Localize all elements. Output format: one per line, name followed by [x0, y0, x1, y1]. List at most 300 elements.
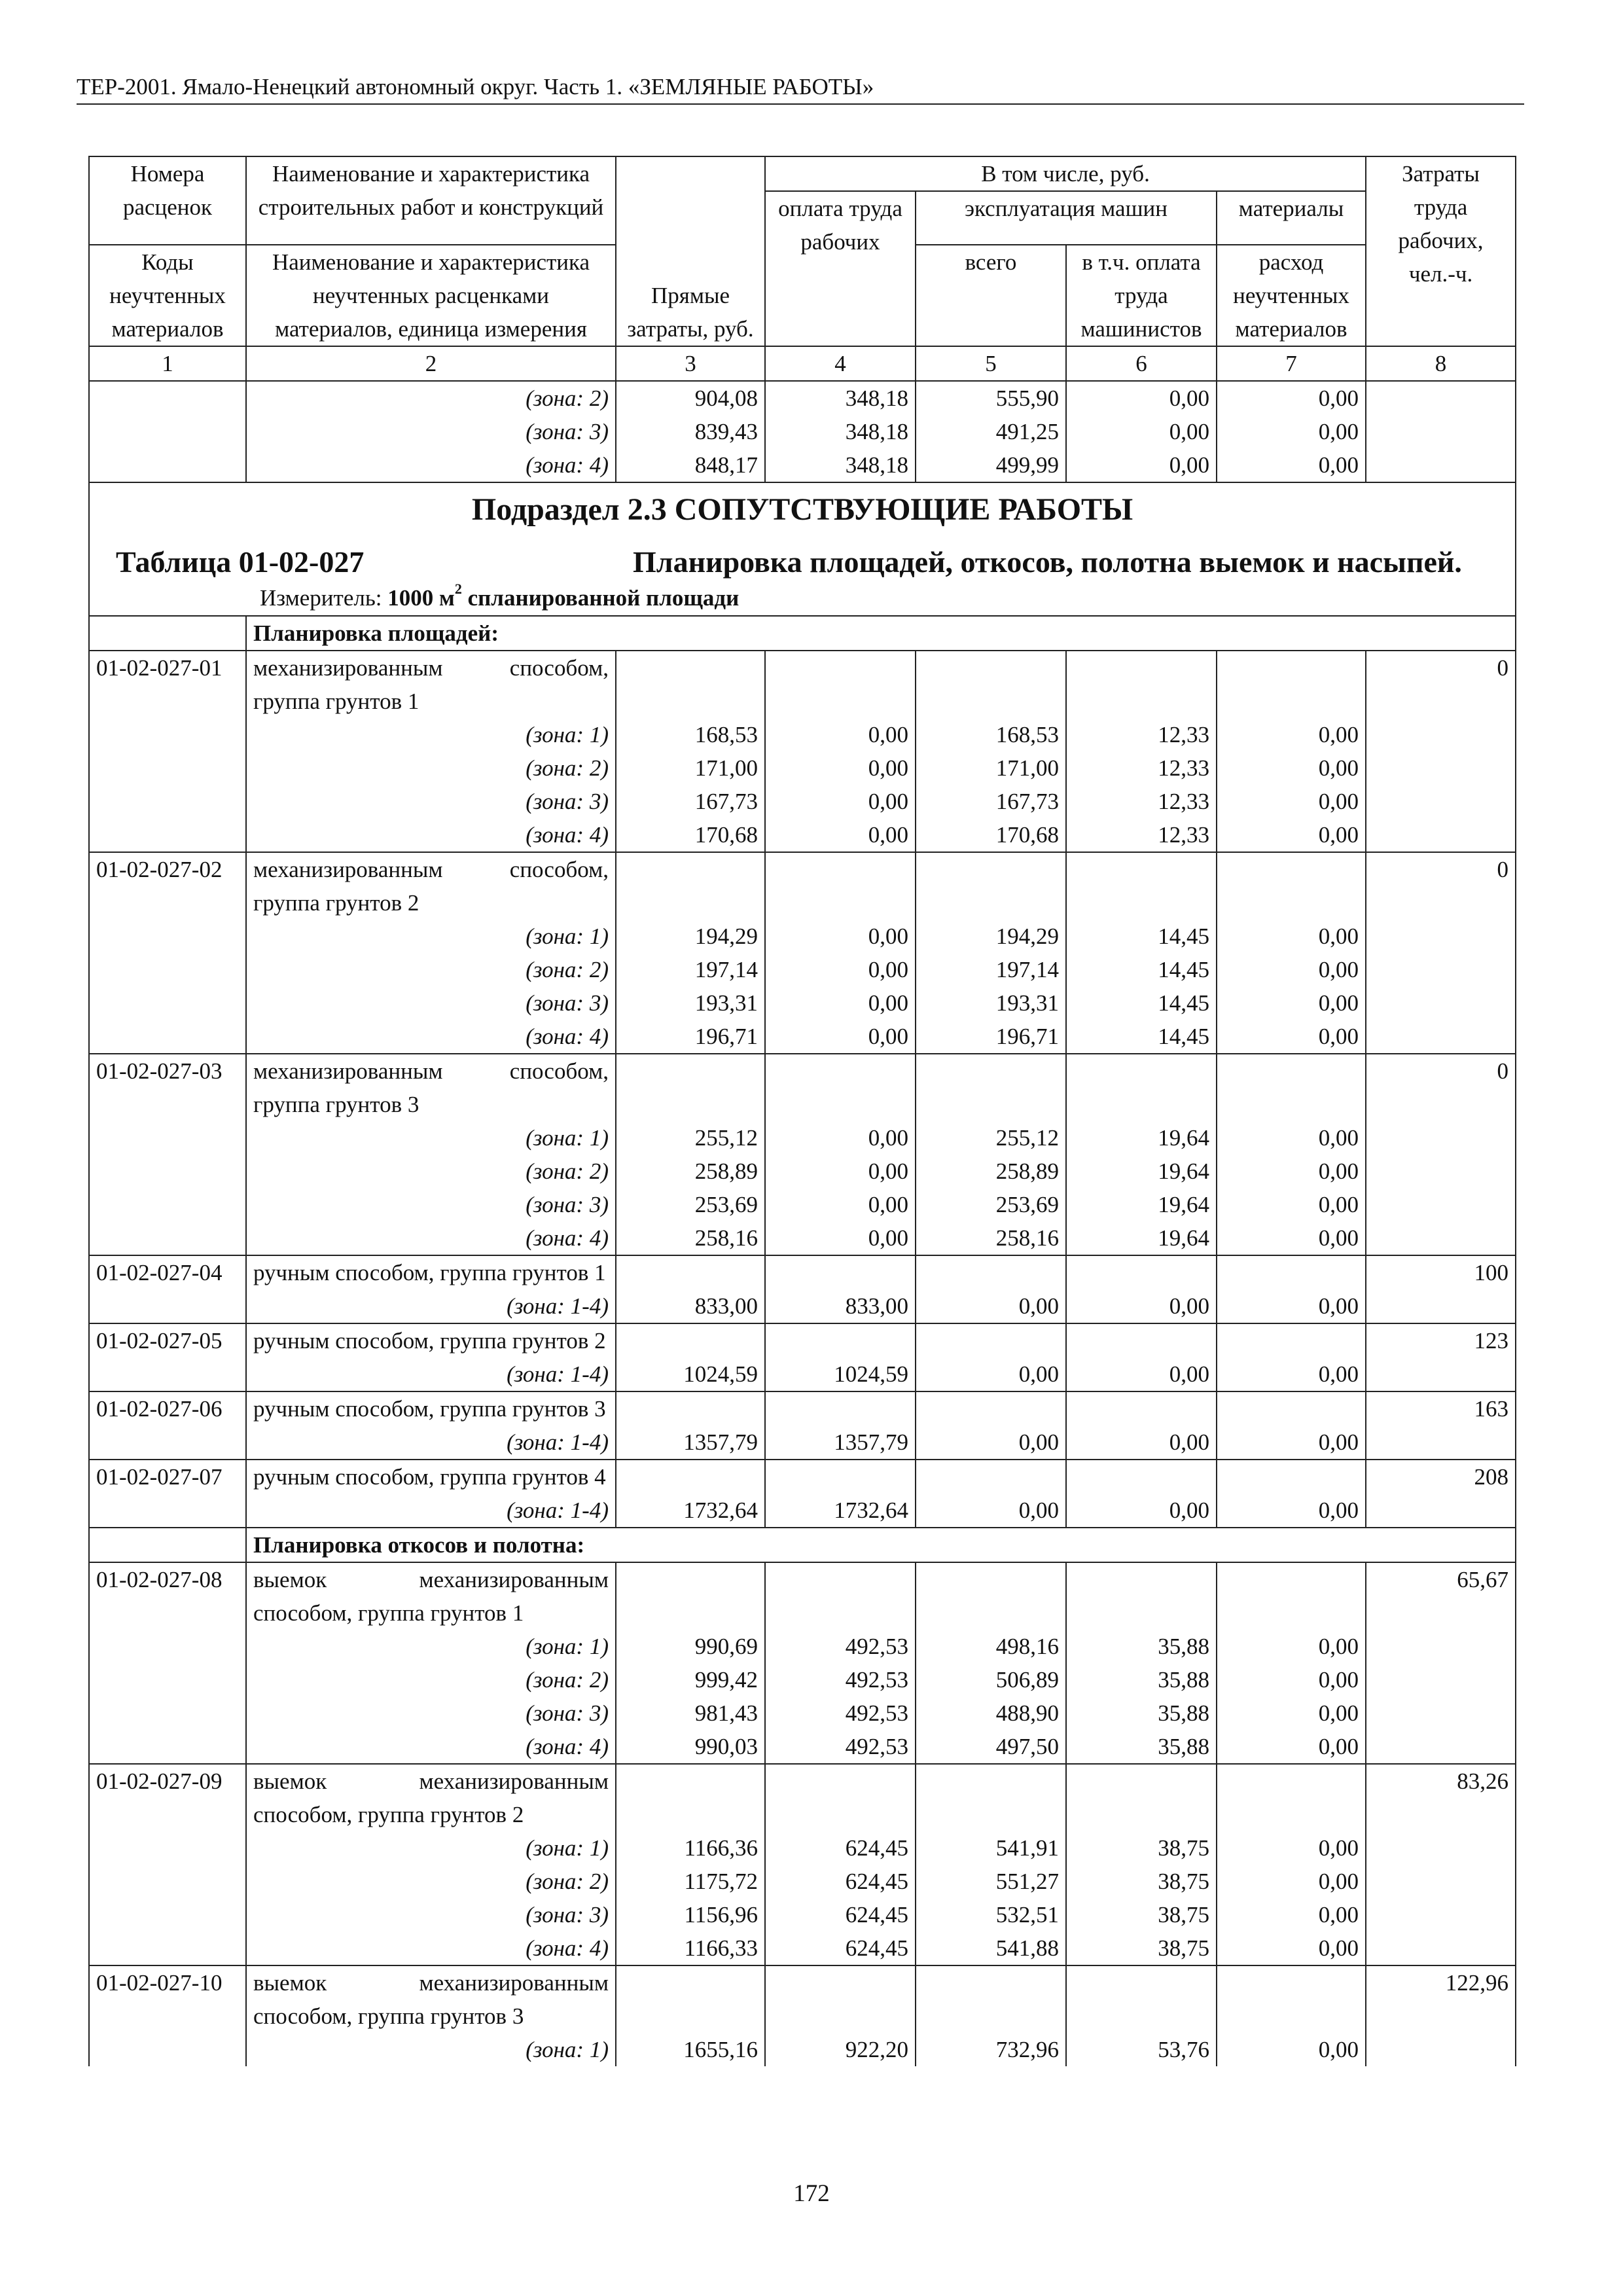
- unit-prefix: Измеритель:: [260, 585, 388, 611]
- code-cell: [89, 920, 246, 953]
- machines-total: 0,00: [916, 1357, 1066, 1391]
- code-cell: [89, 448, 246, 482]
- empty-cell: [916, 1764, 1066, 1831]
- machinists-pay: 0,00: [1066, 381, 1217, 415]
- empty-cell: [616, 1255, 765, 1289]
- direct-cost: 848,17: [616, 448, 765, 482]
- group-title: Планировка площадей:: [246, 616, 1516, 651]
- col6-header: в т.ч. оплата труда машинистов: [1066, 245, 1217, 346]
- code-cell: [89, 1696, 246, 1730]
- materials-cost: 0,00: [1217, 1357, 1366, 1391]
- labor-hours: [1366, 1188, 1516, 1221]
- zone-row: [89, 1630, 1516, 1663]
- empty-cell: [916, 1391, 1066, 1426]
- zone-label: (зона: 2): [246, 953, 616, 986]
- labor-hours: [1366, 751, 1516, 785]
- empty-cell: [1217, 1255, 1366, 1289]
- group-row: [89, 1528, 1516, 1562]
- unit-value: [387, 581, 740, 611]
- materials-cost: 0,00: [1217, 818, 1366, 852]
- zone-label: (зона: 1): [246, 1121, 616, 1155]
- table-title: Планировка площадей, откосов, полотна выемок и насыпей.: [633, 545, 1462, 579]
- labor-pay: 348,18: [765, 415, 916, 448]
- materials-cost: 0,00: [1217, 415, 1366, 448]
- materials-cost: 0,00: [1217, 381, 1366, 415]
- zone-row: [89, 381, 1516, 415]
- empty-cell: [1066, 1460, 1217, 1494]
- rate-code: 01-02-027-04: [89, 1255, 246, 1289]
- code-cell: [89, 1865, 246, 1898]
- column-number: 7: [1217, 346, 1366, 381]
- machines-total: 732,96: [916, 2033, 1066, 2066]
- code-cell: [89, 1730, 246, 1764]
- zone-row: [89, 2033, 1516, 2066]
- rate-name: ручным способом, группа грунтов 3: [246, 1391, 616, 1426]
- rate-code: 01-02-027-05: [89, 1323, 246, 1357]
- zone-row: [89, 718, 1516, 751]
- direct-cost: 194,29: [616, 920, 765, 953]
- code-cell: [89, 415, 246, 448]
- zone-row: [89, 1494, 1516, 1528]
- rate-name: ручным способом, группа грунтов 1: [246, 1255, 616, 1289]
- empty-cell: [1066, 1965, 1217, 2033]
- labor-hours: [1366, 1426, 1516, 1460]
- col3-header: Прямые затраты, руб.: [616, 156, 765, 346]
- rate-name: механизированным способом, группа грунтов 2: [246, 852, 616, 920]
- empty-cell: [1217, 1054, 1366, 1121]
- item-row: [89, 1255, 1516, 1289]
- zone-row: [89, 1696, 1516, 1730]
- empty-cell: [765, 1255, 916, 1289]
- zone-label: (зона: 3): [246, 785, 616, 818]
- machines-total: 551,27: [916, 1865, 1066, 1898]
- empty-cell: [616, 1562, 765, 1630]
- direct-cost: 1024,59: [616, 1357, 765, 1391]
- labor-hours: [1366, 415, 1516, 448]
- zone-row: [89, 785, 1516, 818]
- empty-cell: [916, 1054, 1066, 1121]
- rate-code: 01-02-027-10: [89, 1965, 246, 2033]
- zone-label: (зона: 2): [246, 1663, 616, 1696]
- zone-row: [89, 818, 1516, 852]
- materials-cost: 0,00: [1217, 1188, 1366, 1221]
- zone-row: [89, 1155, 1516, 1188]
- labor-hours: [1366, 1020, 1516, 1054]
- rate-code: 01-02-027-02: [89, 852, 246, 920]
- direct-cost: 1655,16: [616, 2033, 765, 2066]
- direct-cost: 981,43: [616, 1696, 765, 1730]
- materials-cost: 0,00: [1217, 1696, 1366, 1730]
- labor-hours: 83,26: [1366, 1764, 1516, 1831]
- code-cell: [89, 1528, 246, 1562]
- zone-row: [89, 920, 1516, 953]
- empty-cell: [616, 1323, 765, 1357]
- code-cell: [89, 953, 246, 986]
- direct-cost: 258,16: [616, 1221, 765, 1255]
- rates-table: [88, 156, 1516, 2066]
- empty-cell: [1066, 651, 1217, 718]
- machines-total: 491,25: [916, 415, 1066, 448]
- incl-header: В том числе, руб.: [765, 156, 1366, 191]
- column-number: 5: [916, 346, 1066, 381]
- machinists-pay: 19,64: [1066, 1221, 1217, 1255]
- direct-cost: 253,69: [616, 1188, 765, 1221]
- labor-hours: 100: [1366, 1255, 1516, 1289]
- zone-row: [89, 415, 1516, 448]
- labor-hours: [1366, 785, 1516, 818]
- table-caption: [96, 545, 1508, 580]
- materials-cost: 0,00: [1217, 986, 1366, 1020]
- zone-label: (зона: 4): [246, 1730, 616, 1764]
- labor-pay: 0,00: [765, 1221, 916, 1255]
- empty-cell: [765, 651, 916, 718]
- machinists-pay: 0,00: [1066, 415, 1217, 448]
- code-cell: [89, 1155, 246, 1188]
- machines-header: эксплуатация машин: [916, 191, 1217, 245]
- zone-label: (зона: 4): [246, 1221, 616, 1255]
- machines-total: 0,00: [916, 1289, 1066, 1323]
- col2-bottom-header: Наименование и характеристика неучтенных расценками материалов, единица измерения: [246, 245, 616, 346]
- machinists-pay: 14,45: [1066, 953, 1217, 986]
- direct-cost: 839,43: [616, 415, 765, 448]
- machinists-pay: 38,75: [1066, 1865, 1217, 1898]
- labor-hours: [1366, 448, 1516, 482]
- machines-total: 168,53: [916, 718, 1066, 751]
- code-cell: [89, 818, 246, 852]
- zone-label: (зона: 4): [246, 1931, 616, 1965]
- code-cell: [89, 1494, 246, 1528]
- code-cell: [89, 1426, 246, 1460]
- empty-cell: [765, 852, 916, 920]
- empty-cell: [1217, 1562, 1366, 1630]
- code-cell: [89, 1188, 246, 1221]
- labor-pay: 833,00: [765, 1289, 916, 1323]
- labor-hours: [1366, 1730, 1516, 1764]
- column-number: 8: [1366, 346, 1516, 381]
- machinists-pay: 14,45: [1066, 1020, 1217, 1054]
- labor-hours: [1366, 1931, 1516, 1965]
- materials-header: материалы: [1217, 191, 1366, 245]
- machines-total: 541,91: [916, 1831, 1066, 1865]
- rate-name: механизированным способом, группа грунтов 3: [246, 1054, 616, 1121]
- empty-cell: [1066, 1391, 1217, 1426]
- machines-total: 255,12: [916, 1121, 1066, 1155]
- labor-pay: 0,00: [765, 1155, 916, 1188]
- rate-code: 01-02-027-07: [89, 1460, 246, 1494]
- machines-total: 170,68: [916, 818, 1066, 852]
- machines-total: 0,00: [916, 1494, 1066, 1528]
- direct-cost: 167,73: [616, 785, 765, 818]
- col5-header: всего: [916, 245, 1066, 346]
- materials-cost: 0,00: [1217, 1426, 1366, 1460]
- labor-pay: 1357,79: [765, 1426, 916, 1460]
- code-cell: [89, 785, 246, 818]
- materials-cost: 0,00: [1217, 1494, 1366, 1528]
- labor-hours: 163: [1366, 1391, 1516, 1426]
- col1-bottom-header: Коды неучтенных материалов: [89, 245, 246, 346]
- zone-row: [89, 1426, 1516, 1460]
- machinists-pay: 12,33: [1066, 751, 1217, 785]
- empty-cell: [916, 1460, 1066, 1494]
- direct-cost: 990,69: [616, 1630, 765, 1663]
- materials-cost: 0,00: [1217, 1898, 1366, 1931]
- labor-pay: 922,20: [765, 2033, 916, 2066]
- column-number: 6: [1066, 346, 1217, 381]
- labor-hours: 122,96: [1366, 1965, 1516, 2033]
- labor-pay: 624,45: [765, 1898, 916, 1931]
- table-number: Таблица 01-02-027: [116, 545, 365, 579]
- empty-cell: [765, 1460, 916, 1494]
- col1-top-header: Номера расценок: [89, 156, 246, 245]
- column-number: 3: [616, 346, 765, 381]
- zone-row: [89, 1357, 1516, 1391]
- materials-cost: 0,00: [1217, 1630, 1366, 1663]
- labor-pay: 0,00: [765, 920, 916, 953]
- code-cell: [89, 2033, 246, 2066]
- machines-total: 253,69: [916, 1188, 1066, 1221]
- empty-cell: [916, 1965, 1066, 2033]
- labor-hours: [1366, 1663, 1516, 1696]
- labor-pay: 492,53: [765, 1696, 916, 1730]
- item-row: [89, 651, 1516, 718]
- empty-cell: [765, 1562, 916, 1630]
- empty-cell: [1066, 1323, 1217, 1357]
- zone-row: [89, 751, 1516, 785]
- materials-cost: 0,00: [1217, 1663, 1366, 1696]
- empty-cell: [1217, 651, 1366, 718]
- col4-header: оплата труда рабочих: [765, 191, 916, 346]
- labor-hours: [1366, 953, 1516, 986]
- labor-pay: 0,00: [765, 751, 916, 785]
- labor-pay: 0,00: [765, 718, 916, 751]
- column-number: 4: [765, 346, 916, 381]
- zone-row: [89, 1831, 1516, 1865]
- code-cell: [89, 1663, 246, 1696]
- labor-pay: 492,53: [765, 1630, 916, 1663]
- code-cell: [89, 1831, 246, 1865]
- zone-row: [89, 1663, 1516, 1696]
- zone-row: [89, 1730, 1516, 1764]
- direct-cost: 1732,64: [616, 1494, 765, 1528]
- empty-cell: [916, 1323, 1066, 1357]
- rate-name: выемок механизированным способом, группа грунтов 1: [246, 1562, 616, 1630]
- zone-label: (зона: 1-4): [246, 1357, 616, 1391]
- zone-label: (зона: 2): [246, 1155, 616, 1188]
- labor-pay: 624,45: [765, 1831, 916, 1865]
- direct-cost: 1156,96: [616, 1898, 765, 1931]
- machinists-pay: 35,88: [1066, 1663, 1217, 1696]
- zone-row: [89, 1931, 1516, 1965]
- empty-cell: [1066, 1562, 1217, 1630]
- item-row: [89, 1562, 1516, 1630]
- direct-cost: 255,12: [616, 1121, 765, 1155]
- zone-label: (зона: 1): [246, 920, 616, 953]
- labor-hours: 208: [1366, 1460, 1516, 1494]
- machines-total: 196,71: [916, 1020, 1066, 1054]
- materials-cost: 0,00: [1217, 718, 1366, 751]
- labor-hours: [1366, 818, 1516, 852]
- empty-cell: [616, 1764, 765, 1831]
- labor-pay: 0,00: [765, 986, 916, 1020]
- item-row: [89, 1054, 1516, 1121]
- empty-cell: [616, 852, 765, 920]
- direct-cost: 1357,79: [616, 1426, 765, 1460]
- empty-cell: [765, 1965, 916, 2033]
- machines-total: 541,88: [916, 1931, 1066, 1965]
- machines-total: 0,00: [916, 1426, 1066, 1460]
- machinists-pay: 0,00: [1066, 1426, 1217, 1460]
- direct-cost: 171,00: [616, 751, 765, 785]
- zone-label: (зона: 1): [246, 1630, 616, 1663]
- code-cell: [89, 381, 246, 415]
- column-numbers-row: [89, 346, 1516, 381]
- zone-row: [89, 1898, 1516, 1931]
- machinists-pay: 38,75: [1066, 1831, 1217, 1865]
- labor-hours: [1366, 1357, 1516, 1391]
- zone-label: (зона: 3): [246, 1188, 616, 1221]
- direct-cost: 193,31: [616, 986, 765, 1020]
- code-cell: [89, 1898, 246, 1931]
- machines-total: 171,00: [916, 751, 1066, 785]
- zone-row: [89, 448, 1516, 482]
- labor-hours: [1366, 381, 1516, 415]
- labor-pay: 492,53: [765, 1730, 916, 1764]
- machines-total: 488,90: [916, 1696, 1066, 1730]
- rate-code: 01-02-027-01: [89, 651, 246, 718]
- rate-code: 01-02-027-09: [89, 1764, 246, 1831]
- machinists-pay: 12,33: [1066, 785, 1217, 818]
- code-cell: [89, 751, 246, 785]
- empty-cell: [765, 1391, 916, 1426]
- page-header: ТЕР-2001. Ямало-Ненецкий автономный округ. Часть 1. «ЗЕМЛЯНЫЕ РАБОТЫ»: [77, 73, 1524, 105]
- code-cell: [89, 718, 246, 751]
- zone-row: [89, 1865, 1516, 1898]
- empty-cell: [616, 651, 765, 718]
- machinists-pay: 0,00: [1066, 1289, 1217, 1323]
- empty-cell: [1217, 852, 1366, 920]
- section-heading-row: [89, 482, 1516, 616]
- code-cell: [89, 1020, 246, 1054]
- machines-total: 499,99: [916, 448, 1066, 482]
- item-row: [89, 1460, 1516, 1494]
- zone-row: [89, 1020, 1516, 1054]
- machines-total: 497,50: [916, 1730, 1066, 1764]
- labor-pay: 492,53: [765, 1663, 916, 1696]
- zone-label: (зона: 2): [246, 381, 616, 415]
- machinists-pay: 35,88: [1066, 1730, 1217, 1764]
- labor-hours: [1366, 1898, 1516, 1931]
- empty-cell: [1066, 1054, 1217, 1121]
- zone-label: (зона: 2): [246, 751, 616, 785]
- empty-cell: [616, 1054, 765, 1121]
- col7-header: расход неучтенных материалов: [1217, 245, 1366, 346]
- labor-hours: [1366, 1155, 1516, 1188]
- empty-cell: [916, 651, 1066, 718]
- machines-total: 193,31: [916, 986, 1066, 1020]
- empty-cell: [916, 1562, 1066, 1630]
- subsection-title: Подраздел 2.3 СОПУТСТВУЮЩИЕ РАБОТЫ: [471, 492, 1133, 527]
- code-cell: [89, 616, 246, 651]
- code-cell: [89, 1289, 246, 1323]
- materials-cost: 0,00: [1217, 1020, 1366, 1054]
- machines-total: 197,14: [916, 953, 1066, 986]
- item-row: [89, 1965, 1516, 2033]
- rate-name: выемок механизированным способом, группа грунтов 3: [246, 1965, 616, 2033]
- materials-cost: 0,00: [1217, 1865, 1366, 1898]
- labor-pay: 348,18: [765, 448, 916, 482]
- rate-name: механизированным способом, группа грунтов 1: [246, 651, 616, 718]
- direct-cost: 196,71: [616, 1020, 765, 1054]
- zone-label: (зона: 3): [246, 1696, 616, 1730]
- labor-pay: 624,45: [765, 1865, 916, 1898]
- empty-cell: [1217, 1391, 1366, 1426]
- machinists-pay: 0,00: [1066, 448, 1217, 482]
- code-cell: [89, 1221, 246, 1255]
- machines-total: 194,29: [916, 920, 1066, 953]
- empty-cell: [765, 1323, 916, 1357]
- materials-cost: 0,00: [1217, 751, 1366, 785]
- item-row: [89, 1323, 1516, 1357]
- machinists-pay: 19,64: [1066, 1188, 1217, 1221]
- labor-pay: 0,00: [765, 1188, 916, 1221]
- item-row: [89, 1391, 1516, 1426]
- labor-hours: 65,67: [1366, 1562, 1516, 1630]
- labor-hours: 0: [1366, 1054, 1516, 1121]
- machines-total: 506,89: [916, 1663, 1066, 1696]
- zone-label: (зона: 2): [246, 1865, 616, 1898]
- col8-header: Затраты труда рабочих, чел.-ч.: [1366, 156, 1516, 346]
- labor-hours: [1366, 920, 1516, 953]
- labor-pay: 0,00: [765, 785, 916, 818]
- empty-cell: [916, 1255, 1066, 1289]
- zone-label: (зона: 1): [246, 1831, 616, 1865]
- labor-pay: 0,00: [765, 953, 916, 986]
- empty-cell: [1066, 852, 1217, 920]
- materials-cost: 0,00: [1217, 1831, 1366, 1865]
- code-cell: [89, 1931, 246, 1965]
- empty-cell: [616, 1460, 765, 1494]
- labor-hours: [1366, 1630, 1516, 1663]
- zone-label: (зона: 4): [246, 1020, 616, 1054]
- labor-hours: 123: [1366, 1323, 1516, 1357]
- labor-hours: [1366, 1865, 1516, 1898]
- code-cell: [89, 1121, 246, 1155]
- labor-pay: 0,00: [765, 818, 916, 852]
- rate-name: выемок механизированным способом, группа грунтов 2: [246, 1764, 616, 1831]
- machines-total: 555,90: [916, 381, 1066, 415]
- empty-cell: [765, 1054, 916, 1121]
- machinists-pay: 19,64: [1066, 1155, 1217, 1188]
- unit-suffix: спланированной площади: [461, 585, 740, 611]
- labor-hours: [1366, 1696, 1516, 1730]
- labor-hours: 0: [1366, 852, 1516, 920]
- rate-code: 01-02-027-08: [89, 1562, 246, 1630]
- labor-pay: 0,00: [765, 1020, 916, 1054]
- labor-hours: [1366, 2033, 1516, 2066]
- group-title: Планировка откосов и полотна:: [246, 1528, 1516, 1562]
- machinists-pay: 35,88: [1066, 1696, 1217, 1730]
- labor-hours: [1366, 1221, 1516, 1255]
- column-number: 2: [246, 346, 616, 381]
- empty-cell: [1217, 1323, 1366, 1357]
- zone-row: [89, 986, 1516, 1020]
- machines-total: 532,51: [916, 1898, 1066, 1931]
- materials-cost: 0,00: [1217, 1155, 1366, 1188]
- empty-cell: [1066, 1764, 1217, 1831]
- materials-cost: 0,00: [1217, 448, 1366, 482]
- section-heading: [89, 482, 1516, 616]
- rate-code: 01-02-027-03: [89, 1054, 246, 1121]
